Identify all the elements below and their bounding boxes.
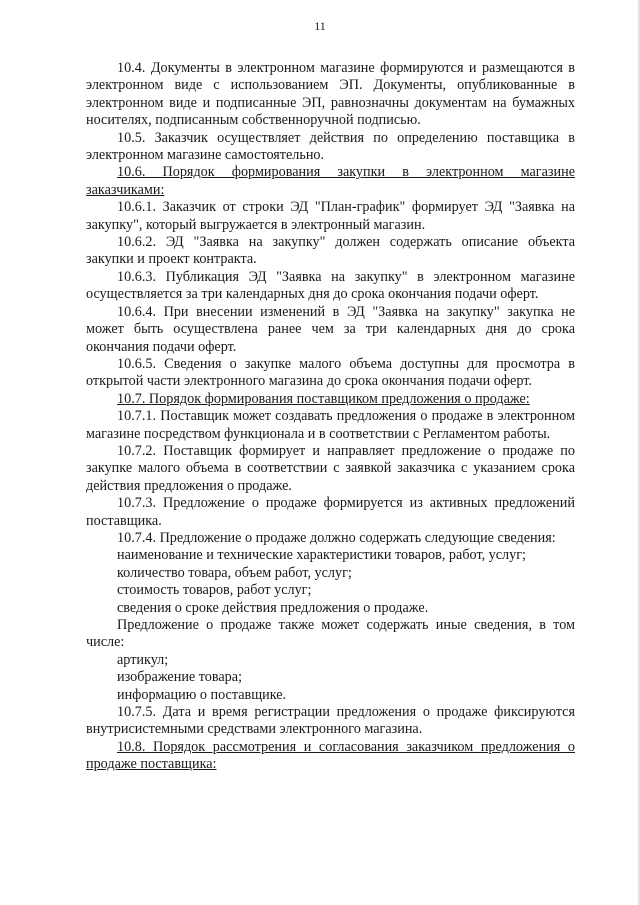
section-heading-10-8-text: 10.8. Порядок рассмотрения и согласования заказчиком предложения о продаже поставщика: (86, 738, 575, 773)
paragraph-10-6-4: 10.6.4. При внесении изменений в ЭД "Заявка на закупку" закупка не может быть осуществлена ранее чем за три календарных дня до срока окончания подачи оферт. (86, 303, 575, 355)
section-heading-10-8 (86, 739, 575, 774)
document-body (86, 60, 575, 774)
section-heading-10-6 (86, 164, 575, 199)
list-item: количество товара, объем работ, услуг; (117, 564, 352, 581)
paragraph-10-5: 10.5. Заказчик осуществляет действия по определению поставщика в электронном магазине самостоятельно. (86, 129, 575, 164)
paragraph-10-7-5: 10.7.5. Дата и время регистрации предложения о продаже фиксируются внутрисистемными средствами электронного магазина. (86, 704, 575, 738)
paragraph-10-6-2: 10.6.2. ЭД "Заявка на закупку" должен содержать описание объекта закупки и проект контракта. (86, 234, 575, 268)
list-item: информацию о поставщике. (117, 686, 287, 703)
paragraph-10-4: 10.4. Документы в электронном магазине формируются и размещаются в электронном виде с использованием ЭП. Документы, опубликованные в электронном виде и подписанные ЭП, равнозначны документам на бумажных носителях, подписанным собственноручной подписью. (86, 60, 575, 129)
paragraph-10-6-1: 10.6.1. Заказчик от строки ЭД "План-график" формирует ЭД "Заявка на закупку", который выгружается в электронный магазин. (86, 199, 575, 233)
section-heading-10-7 (86, 391, 575, 408)
section-heading-10-7-text: 10.7. Порядок формирования поставщиком предложения о продаже: (117, 390, 530, 407)
paragraph-10-6-3: 10.6.3. Публикация ЭД "Заявка на закупку" в электронном магазине осуществляется за три календарных дня до срока окончания подачи оферт. (86, 268, 575, 303)
list-item: изображение товара; (117, 669, 243, 686)
section-heading-10-6-text: 10.6. Порядок формирования закупки в электронном магазине заказчиками: (86, 164, 575, 198)
paragraph-10-7-3: 10.7.3. Предложение о продаже формируется из активных предложений поставщика. (86, 495, 575, 529)
paragraph-10-7-4: 10.7.4. Предложение о продаже должно содержать следующие сведения: (117, 529, 556, 546)
page-number: 11 (314, 19, 326, 33)
paragraph-10-7-1: 10.7.1. Поставщик может создавать предложения о продаже в электронном магазине посредством функционала и в соответствии с Регламентом работы. (86, 408, 575, 442)
paragraph-10-7-2: 10.7.2. Поставщик формирует и направляет предложение о продаже по закупке малого объема в соответствии с заявкой заказчика с указанием срока действия предложения о продаже. (86, 442, 575, 494)
paragraph-10-6-5: 10.6.5. Сведения о закупке малого объема доступны для просмотра в открытой части электронного магазина до срока окончания подачи оферт. (86, 355, 575, 390)
list-item: стоимость товаров, работ услуг; (117, 582, 312, 599)
list-item: наименование и технические характеристики товаров, работ, услуг; (117, 547, 526, 564)
paragraph-other-info: Предложение о продаже также может содержать иные сведения, в том числе: (86, 617, 575, 651)
list-item: сведения о сроке действия предложения о продаже. (117, 599, 429, 616)
list-item: артикул; (117, 651, 169, 668)
